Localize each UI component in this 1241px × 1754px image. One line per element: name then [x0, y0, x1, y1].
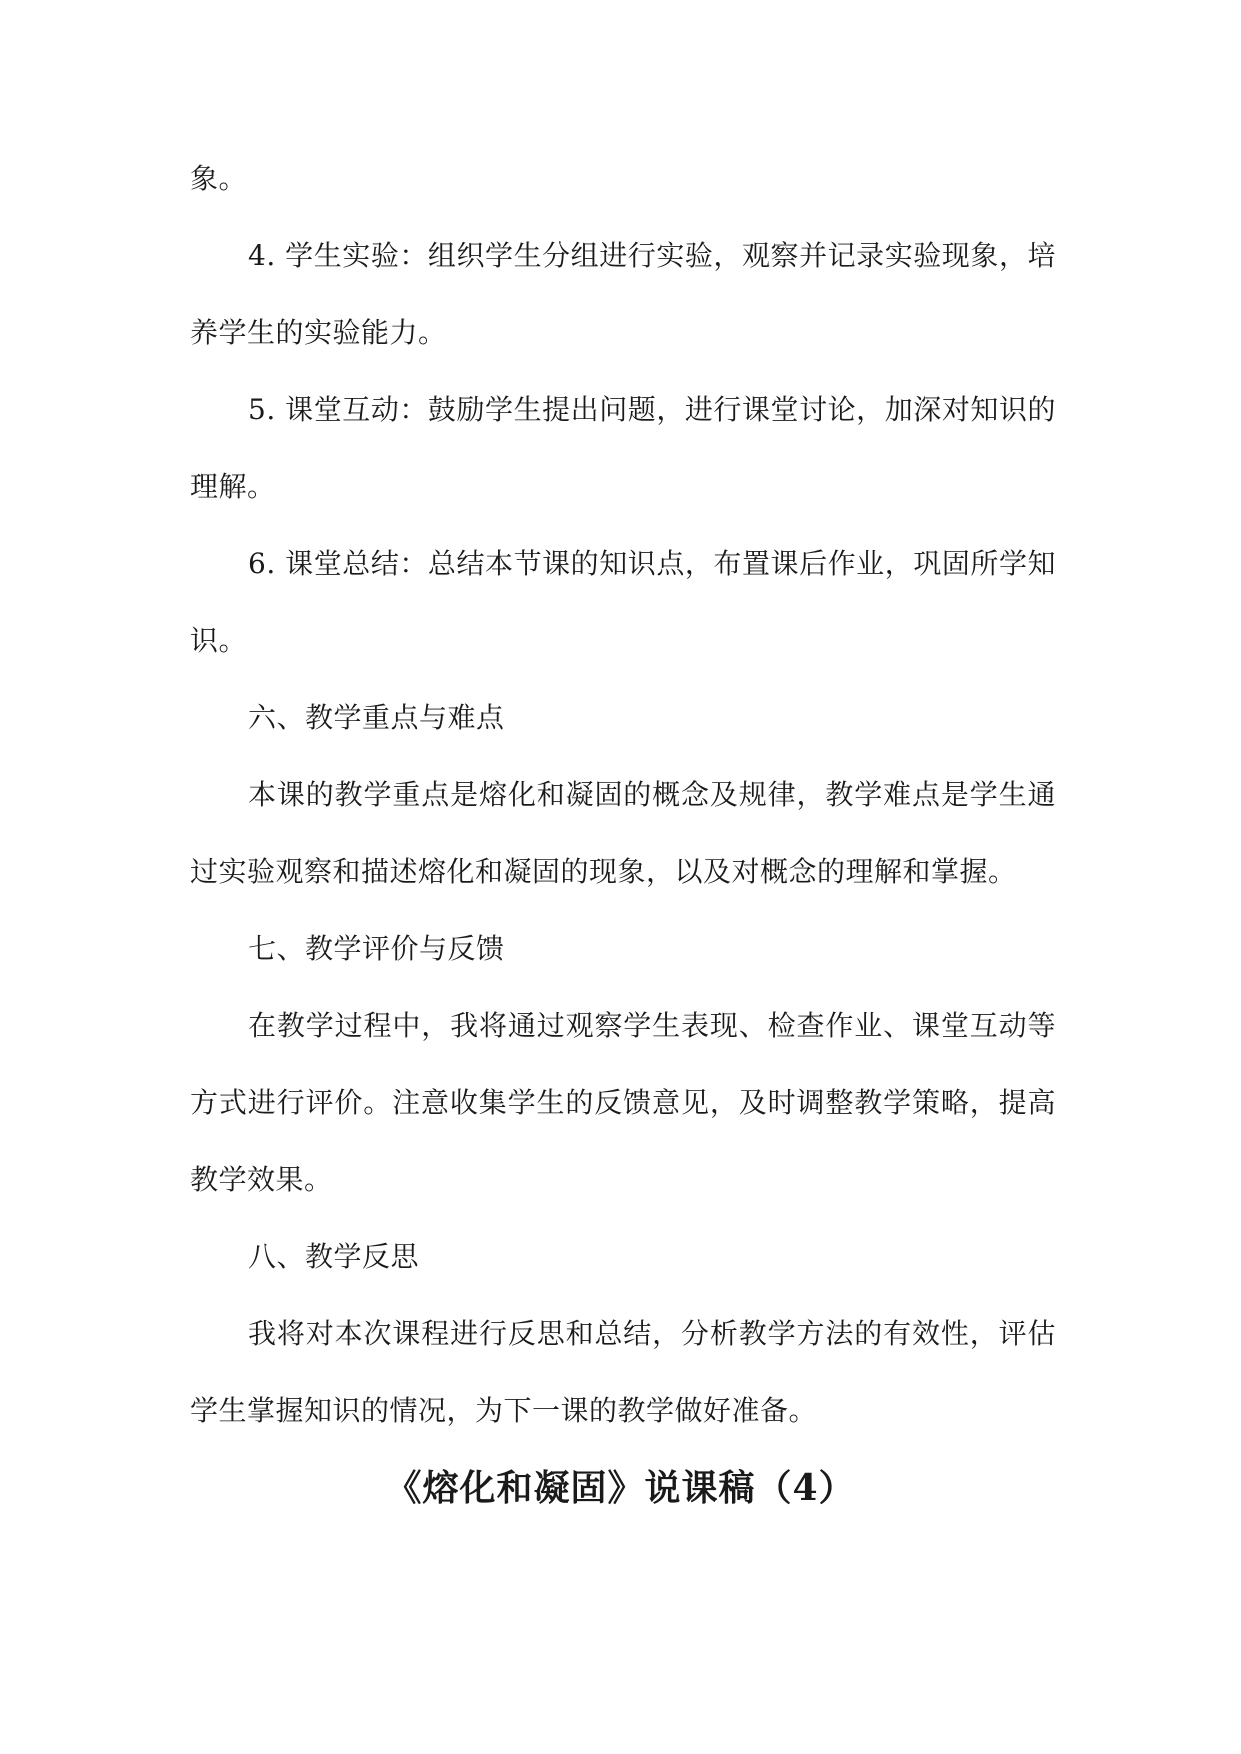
section-heading-8: 八、教学反思 [248, 1240, 420, 1273]
paragraph-reflection: 我将对本次课程进行反思和总结，分析教学方法的有效性，评估学生掌握知识的情况，为下一课的教学做好准备。 [190, 1317, 1056, 1427]
paragraph-key-points: 本课的教学重点是熔化和凝固的概念及规律，教学难点是学生通过实验观察和描述熔化和凝固的现象，以及对概念的理解和掌握。 [190, 778, 1056, 888]
paragraph-step-6: 6. 课堂总结：总结本节课的知识点，布置课后作业，巩固所学知识。 [190, 547, 1056, 657]
paragraph-step-4: 4. 学生实验：组织学生分组进行实验，观察并记录实验现象，培养学生的实验能力。 [190, 239, 1056, 349]
next-document-title: 《熔化和凝固》说课稿（4） [385, 1467, 856, 1509]
section-heading-6: 六、教学重点与难点 [248, 701, 505, 734]
document-body [190, 140, 1056, 1449]
paragraph-evaluation: 在教学过程中，我将通过观察学生表现、检查作业、课堂互动等方式进行评价。注意收集学生的反馈意见，及时调整教学策略，提高教学效果。 [190, 1009, 1056, 1196]
paragraph-step-5: 5. 课堂互动：鼓励学生提出问题，进行课堂讨论，加深对知识的理解。 [190, 393, 1056, 503]
paragraph-continuation: 象。 [190, 162, 248, 195]
section-heading-7: 七、教学评价与反馈 [248, 932, 505, 965]
